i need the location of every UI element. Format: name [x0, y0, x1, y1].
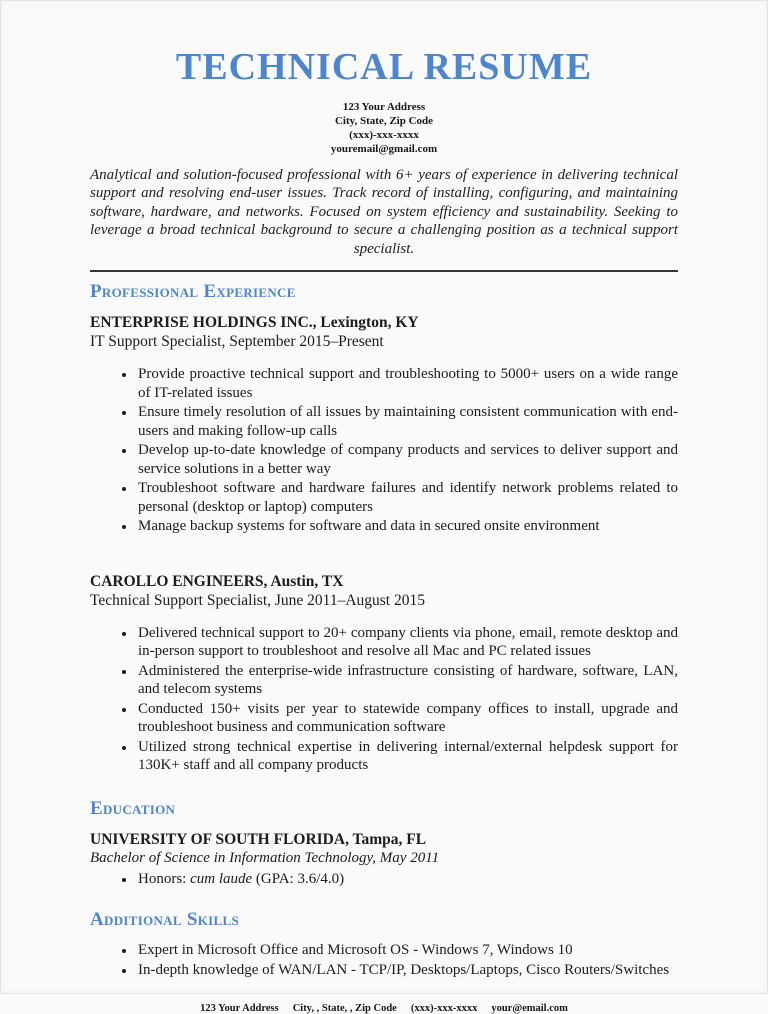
footer-contact-item: City, , State, , Zip Code	[292, 1003, 397, 1014]
footer-contact-item: 123 Your Address	[200, 1003, 279, 1014]
contact-line: 123 Your Address	[342, 100, 426, 113]
footer-contact-item: (xxx)-xxx-xxxx	[410, 1003, 478, 1014]
job-bullet-list	[90, 624, 678, 775]
page-footer	[90, 1003, 678, 1014]
company-name: ENTERPRISE HOLDINGS INC., Lexington, KY	[90, 314, 419, 332]
job-entry-carollo-engineers	[90, 572, 678, 775]
bullet-item: • Utilized strong technical expertise in delivering internal/external helpdesk support for 130K+ staff and all company products	[136, 738, 678, 775]
skills-bullet-list	[90, 941, 678, 979]
section-education	[90, 799, 678, 888]
job-title-dates: IT Support Specialist, September 2015–Present	[90, 333, 384, 351]
honors-distinction: cum laude	[190, 870, 253, 887]
summary-paragraph: Analytical and solution-focused professional with 6+ years of experience in delivering technical support and resolving end-user issues. Track record of installing, configuring, and maintaining software, hardware, and networks. Focused on system efficiency and sustainability. Seeking to leverage a broad technical background to secure a challenging position as a technical support specialist.	[90, 166, 678, 257]
bullet-item: • Provide proactive technical support and troubleshooting to 5000+ users on a wide range of IT-related issues	[136, 365, 678, 402]
page-title: TECHNICAL RESUME	[175, 46, 593, 88]
contact-block	[90, 100, 678, 156]
degree-line: Bachelor of Science in Information Technology, May 2011	[90, 849, 440, 866]
section-professional-experience	[90, 282, 678, 774]
section-heading-education: Education	[90, 797, 176, 819]
honors-prefix: Honors:	[138, 870, 191, 887]
bullet-item: • Manage backup systems for software and data in secured onsite environment	[136, 517, 678, 536]
skill-bullet-item: • In-depth knowledge of WAN/LAN - TCP/IP, Desktops/Laptops, Cisco Routers/Switches	[136, 961, 678, 980]
honors-bullet-item	[136, 870, 678, 889]
section-heading-additional-skills: Additional Skills	[90, 909, 240, 931]
bullet-item: • Develop up-to-date knowledge of company products and services to deliver support and service solutions in a better way	[136, 441, 678, 478]
section-heading-professional-experience: Professional Experience	[90, 281, 296, 303]
honors-gpa: (GPA: 3.6/4.0)	[252, 870, 345, 887]
bullet-item: • Delivered technical support to 20+ company clients via phone, email, remote desktop and in-person support to troubleshoot and resolve all Mac and PC related issues	[136, 624, 678, 661]
education-bullet-list	[90, 870, 678, 889]
section-divider	[90, 270, 678, 272]
bullet-item: • Conducted 150+ visits per year to statewide company offices to install, upgrade and troubleshoot business and communication software	[136, 700, 678, 737]
contact-line: youremail@gmail.com	[330, 142, 438, 155]
bullet-item: • Ensure timely resolution of all issues by maintaining consistent communication with end-users and making follow-up calls	[136, 403, 678, 440]
section-additional-skills	[90, 910, 678, 979]
job-bullet-list	[90, 365, 678, 536]
bullet-item: • Administered the enterprise-wide infrastructure consisting of hardware, software, LAN, and telecom systems	[136, 662, 678, 699]
contact-line: (xxx)-xxx-xxxx	[349, 128, 419, 141]
footer-contact-item: your@email.com	[491, 1003, 568, 1014]
job-title-dates: Technical Support Specialist, June 2011–August 2015	[90, 591, 425, 609]
school-name: UNIVERSITY OF SOUTH FLORIDA, Tampa, FL	[90, 830, 427, 848]
company-name: CAROLLO ENGINEERS, Austin, TX	[90, 572, 344, 590]
skill-bullet-item: • Expert in Microsoft Office and Microsoft OS - Windows 7, Windows 10	[136, 941, 678, 960]
job-entry-enterprise-holdings	[90, 313, 678, 536]
contact-line: City, State, Zip Code	[334, 114, 434, 127]
bullet-item: • Troubleshoot software and hardware failures and identify network problems related to personal (desktop or laptop) computers	[136, 479, 678, 516]
